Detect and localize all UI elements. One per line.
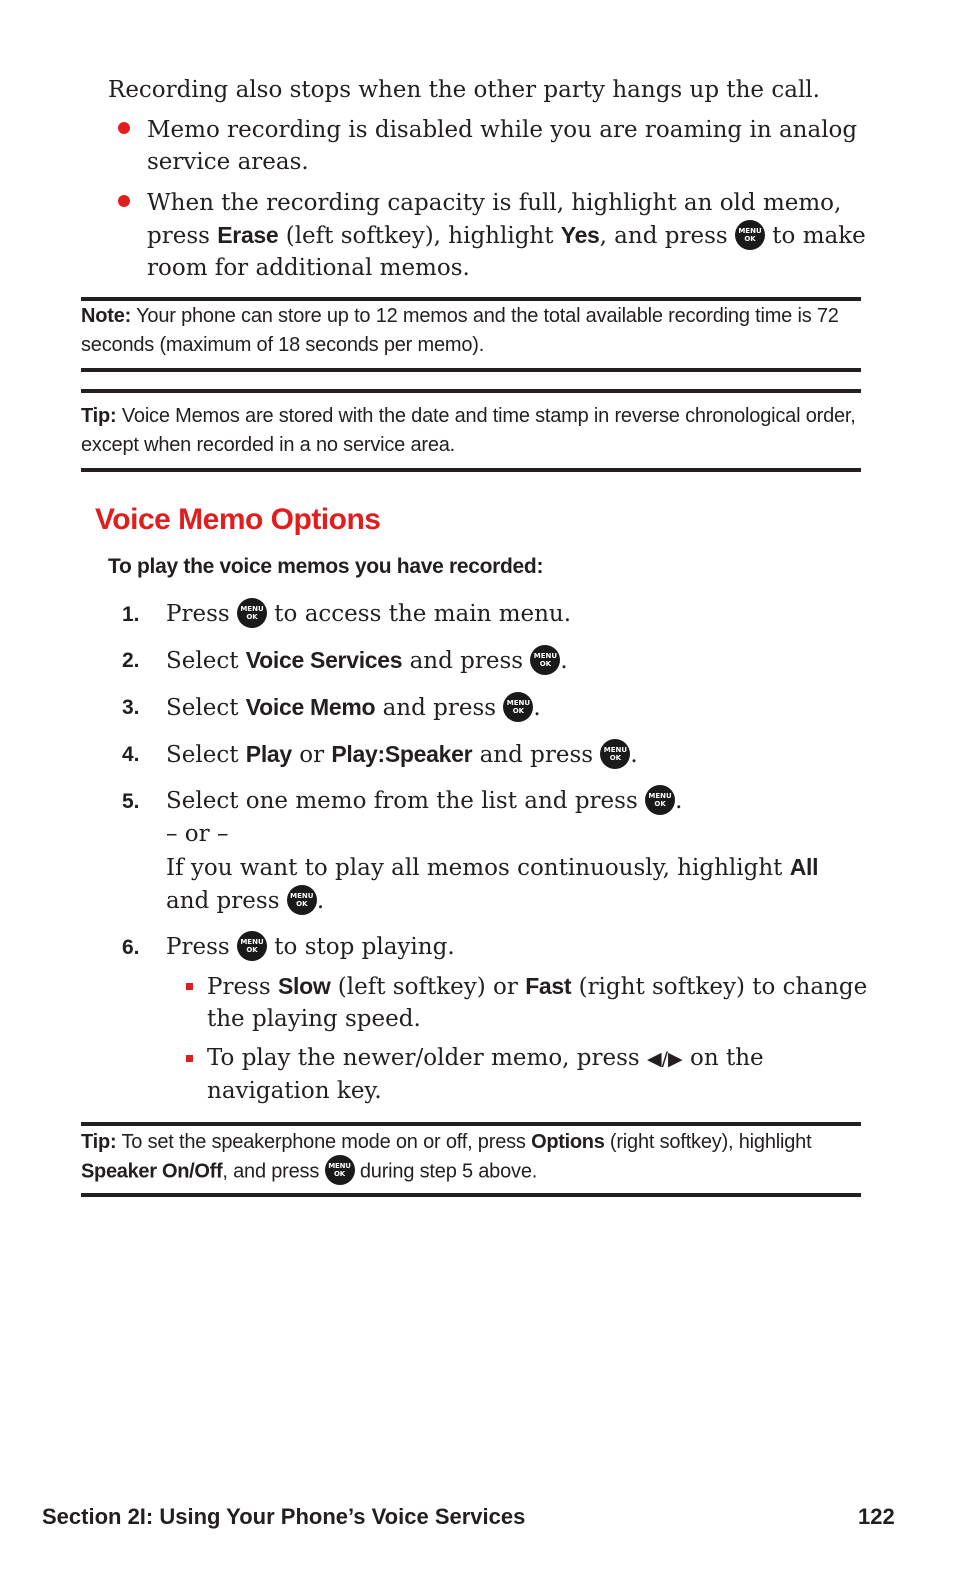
bullet-dot-icon — [118, 122, 130, 134]
bullet-dot-icon — [118, 195, 130, 207]
tip-text: (right softkey), highlight — [604, 1131, 812, 1153]
tip-text: , and press — [222, 1160, 325, 1183]
key-line2: OK — [334, 1170, 345, 1178]
menu-ok-key-icon — [530, 645, 560, 675]
play-speaker-label: Play:Speaker — [331, 741, 473, 767]
tip-label: Tip: — [81, 405, 117, 427]
speaker-on-off-label: Speaker On/Off — [81, 1160, 223, 1183]
step-text: Select — [166, 695, 246, 721]
erase-softkey-label: Erase — [217, 222, 279, 248]
key-line2: OK — [296, 900, 308, 908]
key-line1: MENU — [328, 1162, 351, 1170]
voice-services-label: Voice Services — [245, 647, 403, 673]
key-line1: MENU — [290, 892, 314, 900]
step-text: Press — [166, 934, 237, 960]
step-text: and press — [402, 648, 531, 674]
sub-text: (right softkey) to change the playing speed. — [207, 974, 868, 1032]
tip-text: during step 5 above. — [354, 1160, 538, 1183]
tip-box — [81, 1128, 861, 1187]
note-label: Note: — [81, 305, 132, 327]
step-text: If you want to play all memos continuously, highlight — [166, 855, 790, 881]
step-item — [108, 644, 868, 678]
divider — [81, 297, 861, 301]
lead-text: To play the voice memos you have recorded: — [108, 555, 544, 578]
menu-ok-key-icon — [503, 692, 533, 722]
tip-text: To set the speakerphone mode on or off, press — [116, 1131, 532, 1153]
fast-softkey-label: Fast — [525, 973, 572, 999]
list-item — [166, 970, 868, 1035]
sub-bullet-list — [166, 970, 868, 1107]
sub-text: Press — [207, 974, 278, 1000]
key-line2: OK — [512, 707, 525, 715]
step-text: Select one memo from the list and press — [166, 788, 646, 814]
sub-text: on the navigation key. — [207, 1045, 764, 1104]
list-item — [108, 114, 888, 178]
list-item — [166, 1042, 868, 1107]
step-text: . — [316, 888, 325, 914]
step-text: . — [675, 788, 683, 814]
menu-ok-key-icon — [325, 1155, 355, 1185]
slow-softkey-label: Slow — [278, 973, 331, 999]
options-softkey-label: Options — [531, 1131, 605, 1153]
step-text: Press — [166, 601, 237, 627]
key-line1: MENU — [648, 792, 672, 800]
step-text: . — [533, 695, 541, 721]
yes-option-label: Yes — [560, 222, 600, 248]
step-text: . — [560, 648, 568, 674]
all-label: All — [789, 854, 819, 880]
key-line2: OK — [246, 613, 258, 621]
divider — [81, 468, 861, 472]
key-line1: MENU — [738, 227, 762, 235]
key-line1: MENU — [533, 652, 558, 660]
left-right-arrows-icon: ◀/▶ — [647, 1048, 683, 1070]
step-number: 1. — [122, 603, 140, 626]
key-line1: MENU — [603, 746, 628, 754]
bullet-text: to make room for additional memos. — [147, 223, 866, 281]
step-number: 4. — [122, 743, 140, 766]
tip-text: Voice Memos are stored with the date and time stamp in reverse chronological order, except when recorded in a no service area. — [81, 405, 856, 456]
step-text: Select — [166, 648, 246, 674]
step-number: 6. — [122, 936, 140, 959]
square-bullet-icon — [186, 1055, 193, 1062]
step-text: or — [291, 742, 332, 768]
step-number: 5. — [122, 790, 140, 813]
divider — [81, 1122, 861, 1126]
step-number: 2. — [122, 649, 140, 672]
step-number: 3. — [122, 696, 140, 719]
menu-ok-key-icon — [600, 739, 630, 769]
sub-text: (left softkey) or — [330, 974, 526, 1000]
page-number: 122 — [858, 1504, 895, 1529]
intro-paragraph: Recording also stops when the other party hangs up the call. — [108, 77, 820, 103]
step-text: Select — [166, 742, 246, 768]
step-text: to stop playing. — [267, 934, 455, 960]
or-separator: – or – — [166, 821, 229, 847]
menu-ok-key-icon — [287, 885, 317, 915]
key-line2: OK — [539, 660, 552, 668]
menu-ok-key-icon — [237, 598, 267, 628]
key-line1: MENU — [506, 699, 531, 707]
bullet-text: , and press — [599, 223, 735, 249]
sub-text: To play the newer/older memo, press — [207, 1045, 648, 1071]
step-item — [108, 691, 868, 725]
square-bullet-icon — [186, 983, 193, 990]
step-item — [108, 785, 868, 918]
step-text: . — [630, 742, 638, 768]
bullet-text: Memo recording is disabled while you are roaming in analog service areas. — [147, 117, 858, 175]
bullet-text: (left softkey), highlight — [278, 223, 561, 249]
divider — [81, 1193, 861, 1197]
bullet-list — [108, 114, 888, 293]
voice-memo-label: Voice Memo — [245, 694, 376, 720]
step-item — [108, 931, 868, 1107]
step-item — [108, 598, 868, 631]
play-label: Play — [245, 741, 292, 767]
bullet-text: When the recording capacity is full, highlight an old memo, press — [147, 190, 842, 249]
key-line1: MENU — [240, 605, 264, 613]
step-text: and press — [166, 888, 287, 914]
step-text: to access the main menu. — [267, 601, 572, 627]
note-box — [81, 302, 861, 360]
tip-label: Tip: — [81, 1131, 117, 1153]
step-text: and press — [472, 742, 601, 768]
step-item — [108, 738, 868, 772]
divider — [81, 389, 861, 393]
key-line2: OK — [246, 946, 258, 954]
note-text: Your phone can store up to 12 memos and the total available recording time is 72 seconds (maximum of 18 seconds per memo). — [81, 305, 839, 356]
step-text: and press — [375, 695, 504, 721]
key-line2: OK — [609, 754, 622, 762]
menu-ok-key-icon — [735, 220, 765, 250]
menu-ok-key-icon — [237, 931, 267, 961]
list-item — [108, 187, 888, 284]
key-line2: OK — [744, 235, 756, 243]
steps-list — [108, 598, 868, 1120]
menu-ok-key-icon — [645, 785, 675, 815]
tip-box — [81, 402, 861, 460]
key-line1: MENU — [240, 938, 264, 946]
key-line2: OK — [654, 800, 666, 808]
section-heading: Voice Memo Options — [95, 503, 381, 536]
footer-section-title: Section 2I: Using Your Phone’s Voice Services — [42, 1504, 526, 1529]
divider — [81, 368, 861, 372]
